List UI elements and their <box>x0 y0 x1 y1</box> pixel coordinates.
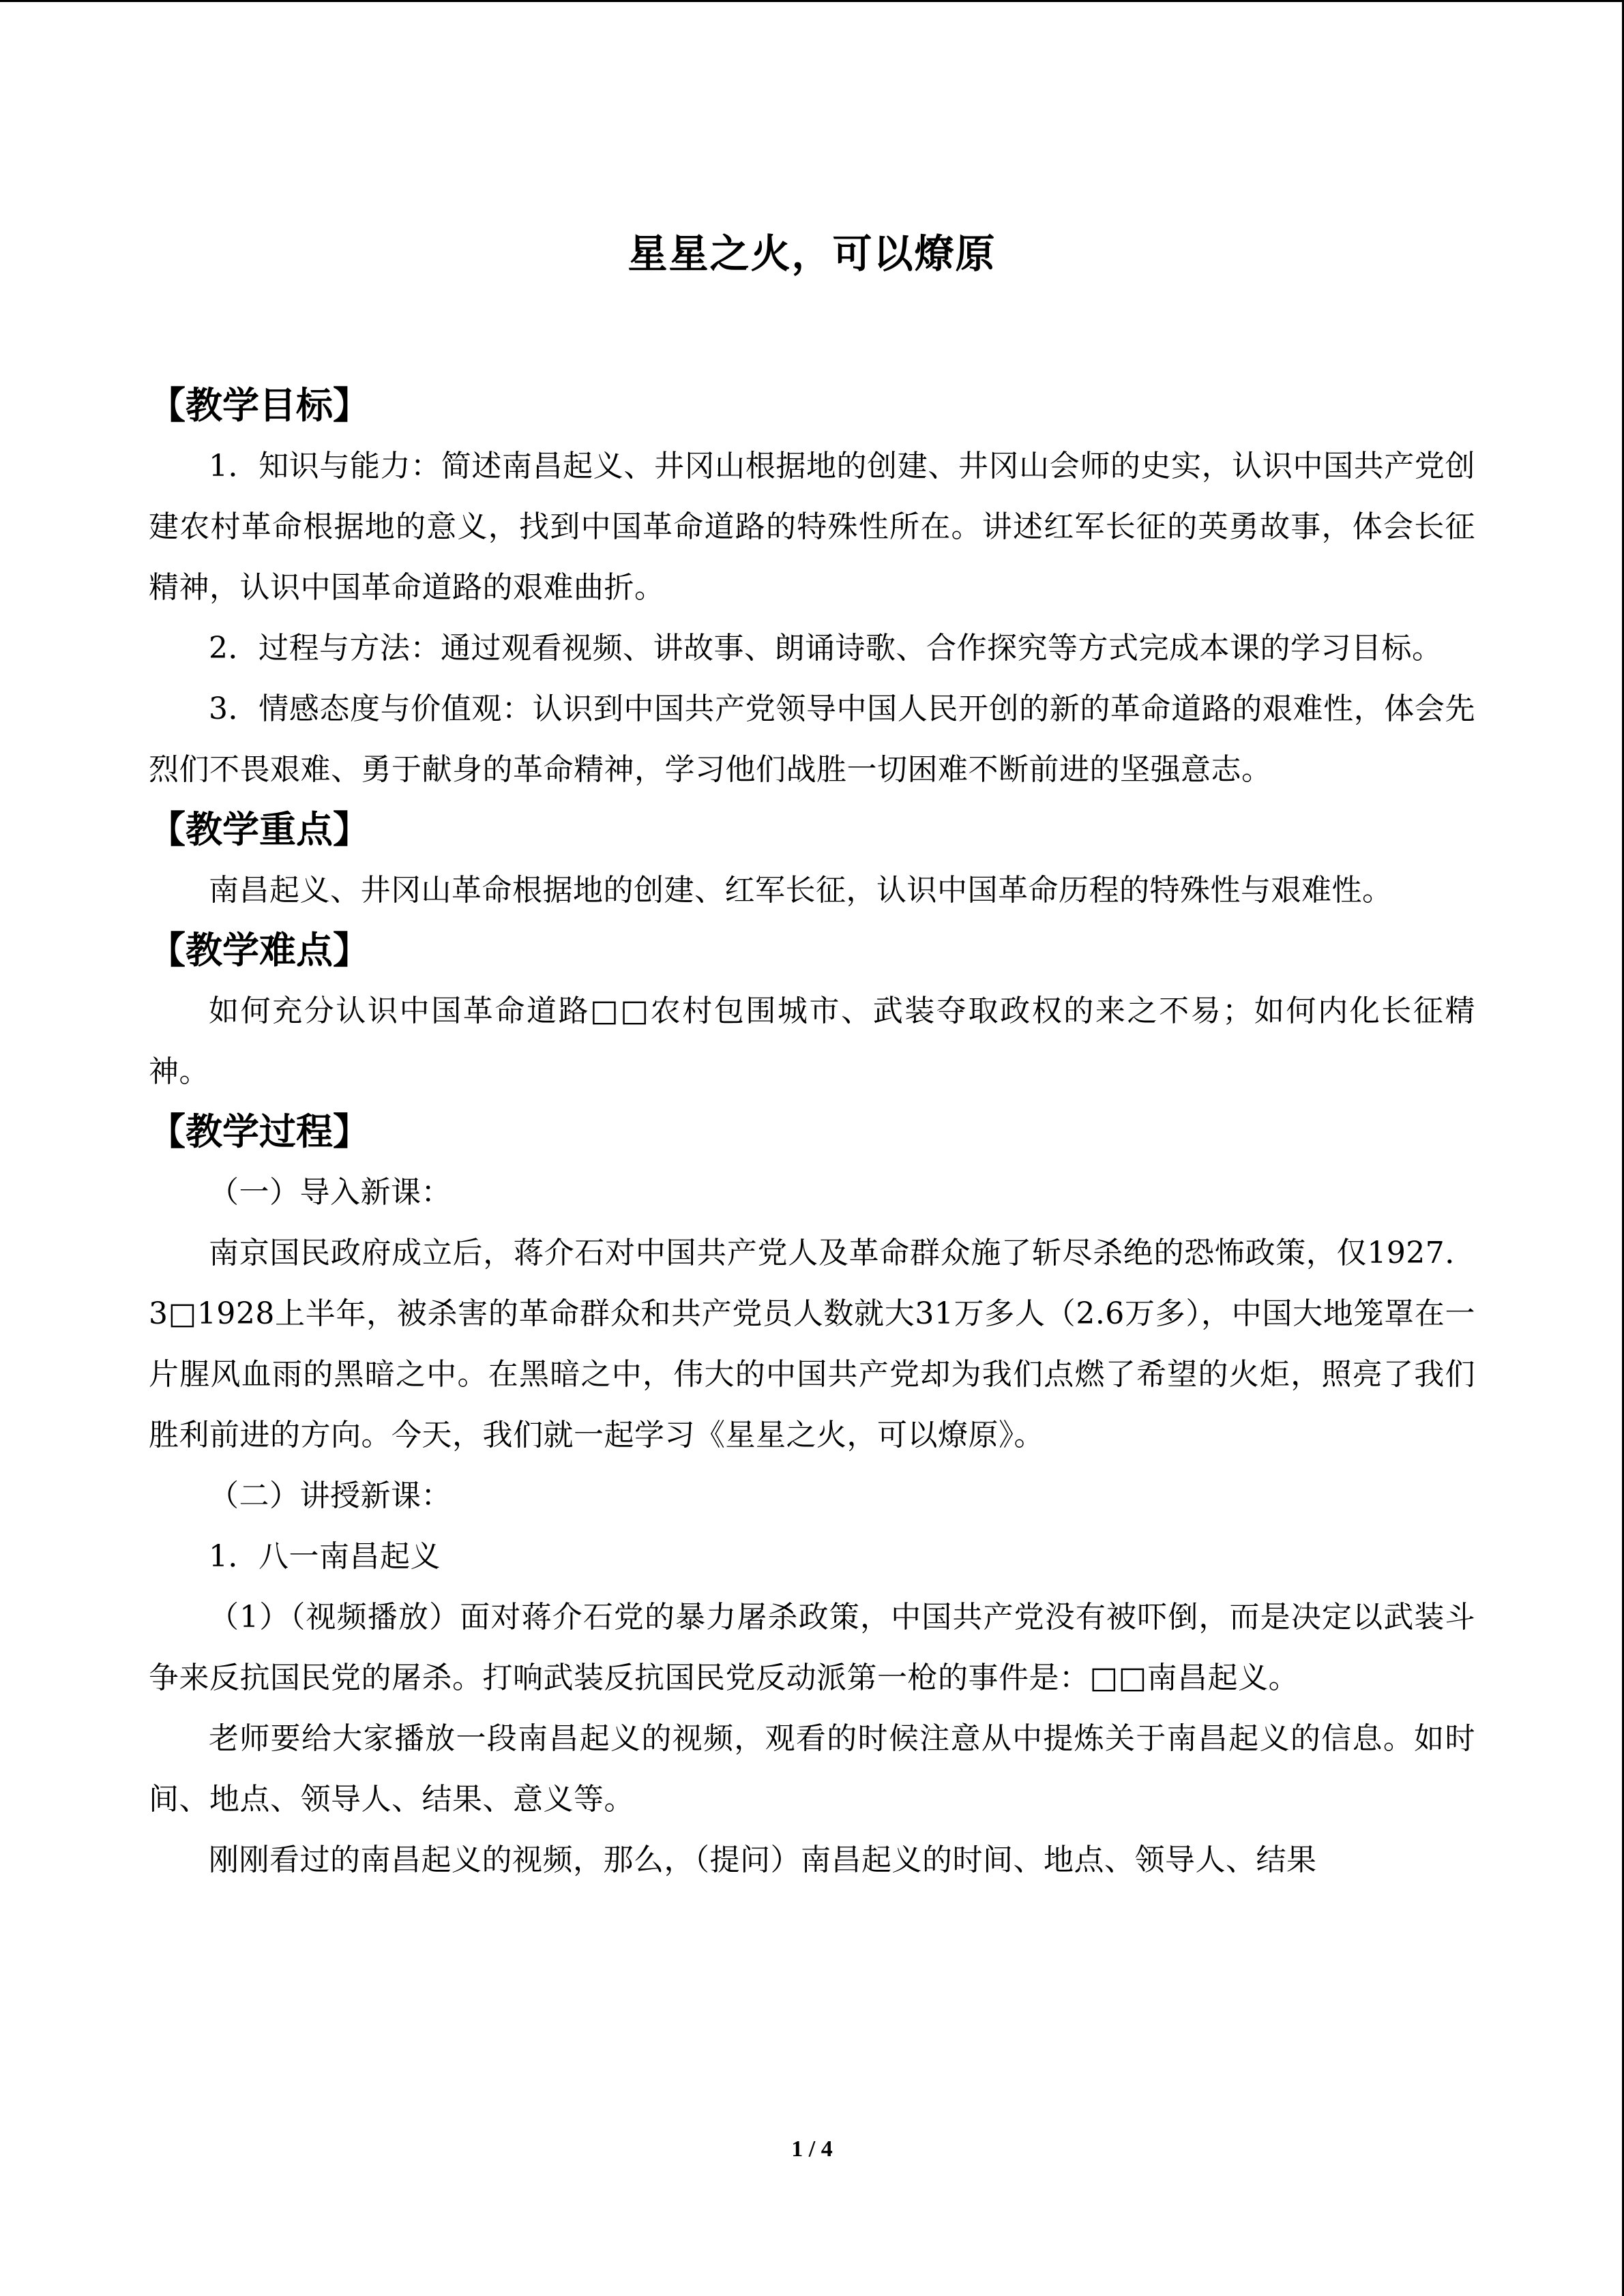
paragraph: 老师要给大家播放一段南昌起义的视频，观看的时候注意从中提炼关于南昌起义的信息。如时间、地点、领导人、结果、意义等。 <box>149 1721 1475 1817</box>
paragraph: 3．情感态度与价值观：认识到中国共产党领导中国人民开创的新的革命道路的艰难性，体会先烈们不畏艰难、勇于献身的革命精神，学习他们战胜一切困难不断前进的坚强意志。 <box>149 691 1475 787</box>
paragraph: （二）讲授新课： <box>209 1478 452 1513</box>
paragraph: （一）导入新课： <box>209 1175 452 1210</box>
paragraph: 南昌起义、井冈山革命根据地的创建、红军长征，认识中国革命历程的特殊性与艰难性。 <box>209 873 1393 908</box>
heading-process: 【教学过程】 <box>149 1110 370 1153</box>
paragraph: 刚刚看过的南昌起义的视频，那么，（提问）南昌起义的时间、地点、领导人、结果 <box>209 1843 1317 1877</box>
paragraph: 如何充分认识中国革命道路□□农村包围城市、武装夺取政权的来之不易；如何内化长征精神。 <box>149 994 1475 1089</box>
heading-key-points: 【教学重点】 <box>149 808 370 851</box>
heading-difficulties: 【教学难点】 <box>149 929 370 972</box>
page-number: 1 / 4 <box>791 2136 833 2162</box>
heading-objectives: 【教学目标】 <box>149 384 370 427</box>
paragraph: 1．八一南昌起义 <box>209 1539 441 1574</box>
document-title: 星星之火，可以燎原 <box>628 230 996 277</box>
document-body <box>149 376 1475 1890</box>
paragraph: 1．知识与能力：简述南昌起义、井冈山根据地的创建、井冈山会师的史实，认识中国共产党创建农村革命根据地的意义，找到中国革命道路的特殊性所在。讲述红军长征的英勇故事，体会长征精神，认识中国革命道路的艰难曲折。 <box>149 449 1475 605</box>
paragraph: 2．过程与方法：通过观看视频、讲故事、朗诵诗歌、合作探究等方式完成本课的学习目标。 <box>209 631 1443 666</box>
paragraph: （1）（视频播放）面对蒋介石党的暴力屠杀政策，中国共产党没有被吓倒，而是决定以武装斗争来反抗国民党的屠杀。打响武装反抗国民党反动派第一枪的事件是：□□南昌起义。 <box>149 1600 1475 1695</box>
paragraph: 南京国民政府成立后，蒋介石对中国共产党人及革命群众施了斩尽杀绝的恐怖政策，仅1927．3□1928上半年，被杀害的革命群众和共产党员人数就大31万多人（2.6万多），中国大地笼罩在一片腥风血雨的黑暗之中。在黑暗之中，伟大的中国共产党却为我们点燃了希望的火炬，照亮了我们胜利前进的方向。今天，我们就一起学习《星星之火，可以燎原》。 <box>149 1236 1475 1452</box>
